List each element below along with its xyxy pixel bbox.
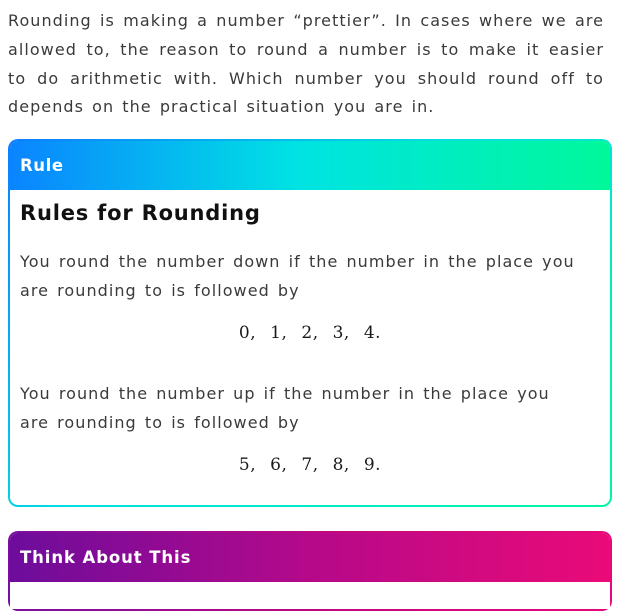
digit-1: 1,	[270, 323, 288, 343]
intro-paragraph: Rounding is making a number “prettier”. In cases where we are allowed to, the reason to round a number is to make it easier to do arithmetic with. Which number you should round off to depends on the practical situation you are in.	[8, 11, 604, 117]
digit-9: 9.	[363, 455, 382, 475]
think-box	[8, 531, 612, 611]
digit-8: 8,	[332, 455, 350, 475]
digit-7: 7,	[301, 455, 319, 475]
rule-title: Rules for Rounding	[20, 201, 261, 225]
digit-3: 3,	[332, 323, 350, 343]
digit-0: 0,	[238, 323, 257, 343]
round-up-text: You round the number up if the number in the place you are rounding to is followed by	[20, 384, 550, 432]
digit-2: 2,	[301, 323, 319, 343]
rule-box	[8, 139, 612, 507]
round-down-digits	[10, 323, 610, 343]
rule-box-header: Rule	[10, 141, 610, 190]
rule-box-inner	[10, 141, 610, 505]
think-box-header: Think About This	[10, 533, 610, 582]
digit-4: 4.	[363, 323, 382, 343]
think-box-inner	[10, 533, 610, 609]
round-up-digits	[10, 455, 610, 475]
round-down-text: You round the number down if the number in the place you are rounding to is followed by	[20, 252, 575, 300]
digit-5: 5,	[238, 455, 257, 475]
digit-6: 6,	[270, 455, 288, 475]
